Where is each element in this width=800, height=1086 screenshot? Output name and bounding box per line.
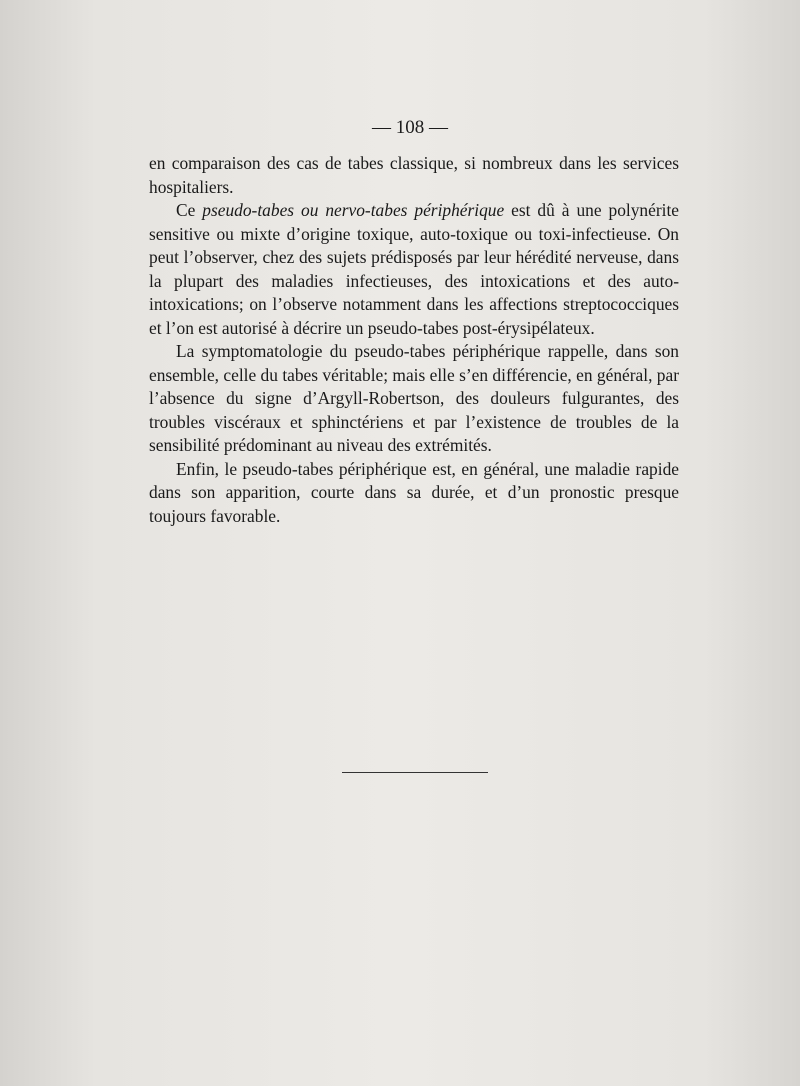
italic-term: pseudo-tabes ou nervo-tabes périphérique bbox=[202, 200, 505, 220]
body-text bbox=[149, 152, 679, 528]
section-end-rule bbox=[342, 772, 488, 773]
paragraph-symptomatology: La symptomatologie du pseudo-tabes périphérique rappelle, dans son ensemble, celle du tabes véritable; mais elle s’en différencie, en général, par l’absence du signe d’Argyll-Robertson, des douleurs fulgurantes, des troubles viscéraux et sphinctériens et par l’existence de troubles de la sensibilité prédominant au niveau des extrémités. bbox=[149, 341, 679, 455]
paragraph-continuation: en comparaison des cas de tabes classique, si nombreux dans les services hospitaliers. bbox=[149, 153, 679, 197]
paragraph-definition bbox=[149, 199, 679, 340]
paragraph-conclusion: Enfin, le pseudo-tabes périphérique est, en général, une maladie rapide dans son apparition, courte dans sa durée, et d’un pronostic presque toujours favorable. bbox=[149, 458, 679, 526]
page-number: — 108 — bbox=[372, 117, 448, 138]
paragraph-body: est dû à une polynérite sensitive ou mixte d’origine toxique, auto-toxique ou toxi-infectieuse. On peut l’observer, chez des sujets prédisposés par leur hérédité nerveuse, dans la plupart des maladies infectieuses, des intoxications et des auto-intoxications; on l’observe notamment dans les affections streptococciques et l’on est autorisé à décrire un pseudo-tabes post-érysipélateux. bbox=[149, 200, 680, 338]
paragraph-lead-in: Ce bbox=[176, 200, 203, 220]
